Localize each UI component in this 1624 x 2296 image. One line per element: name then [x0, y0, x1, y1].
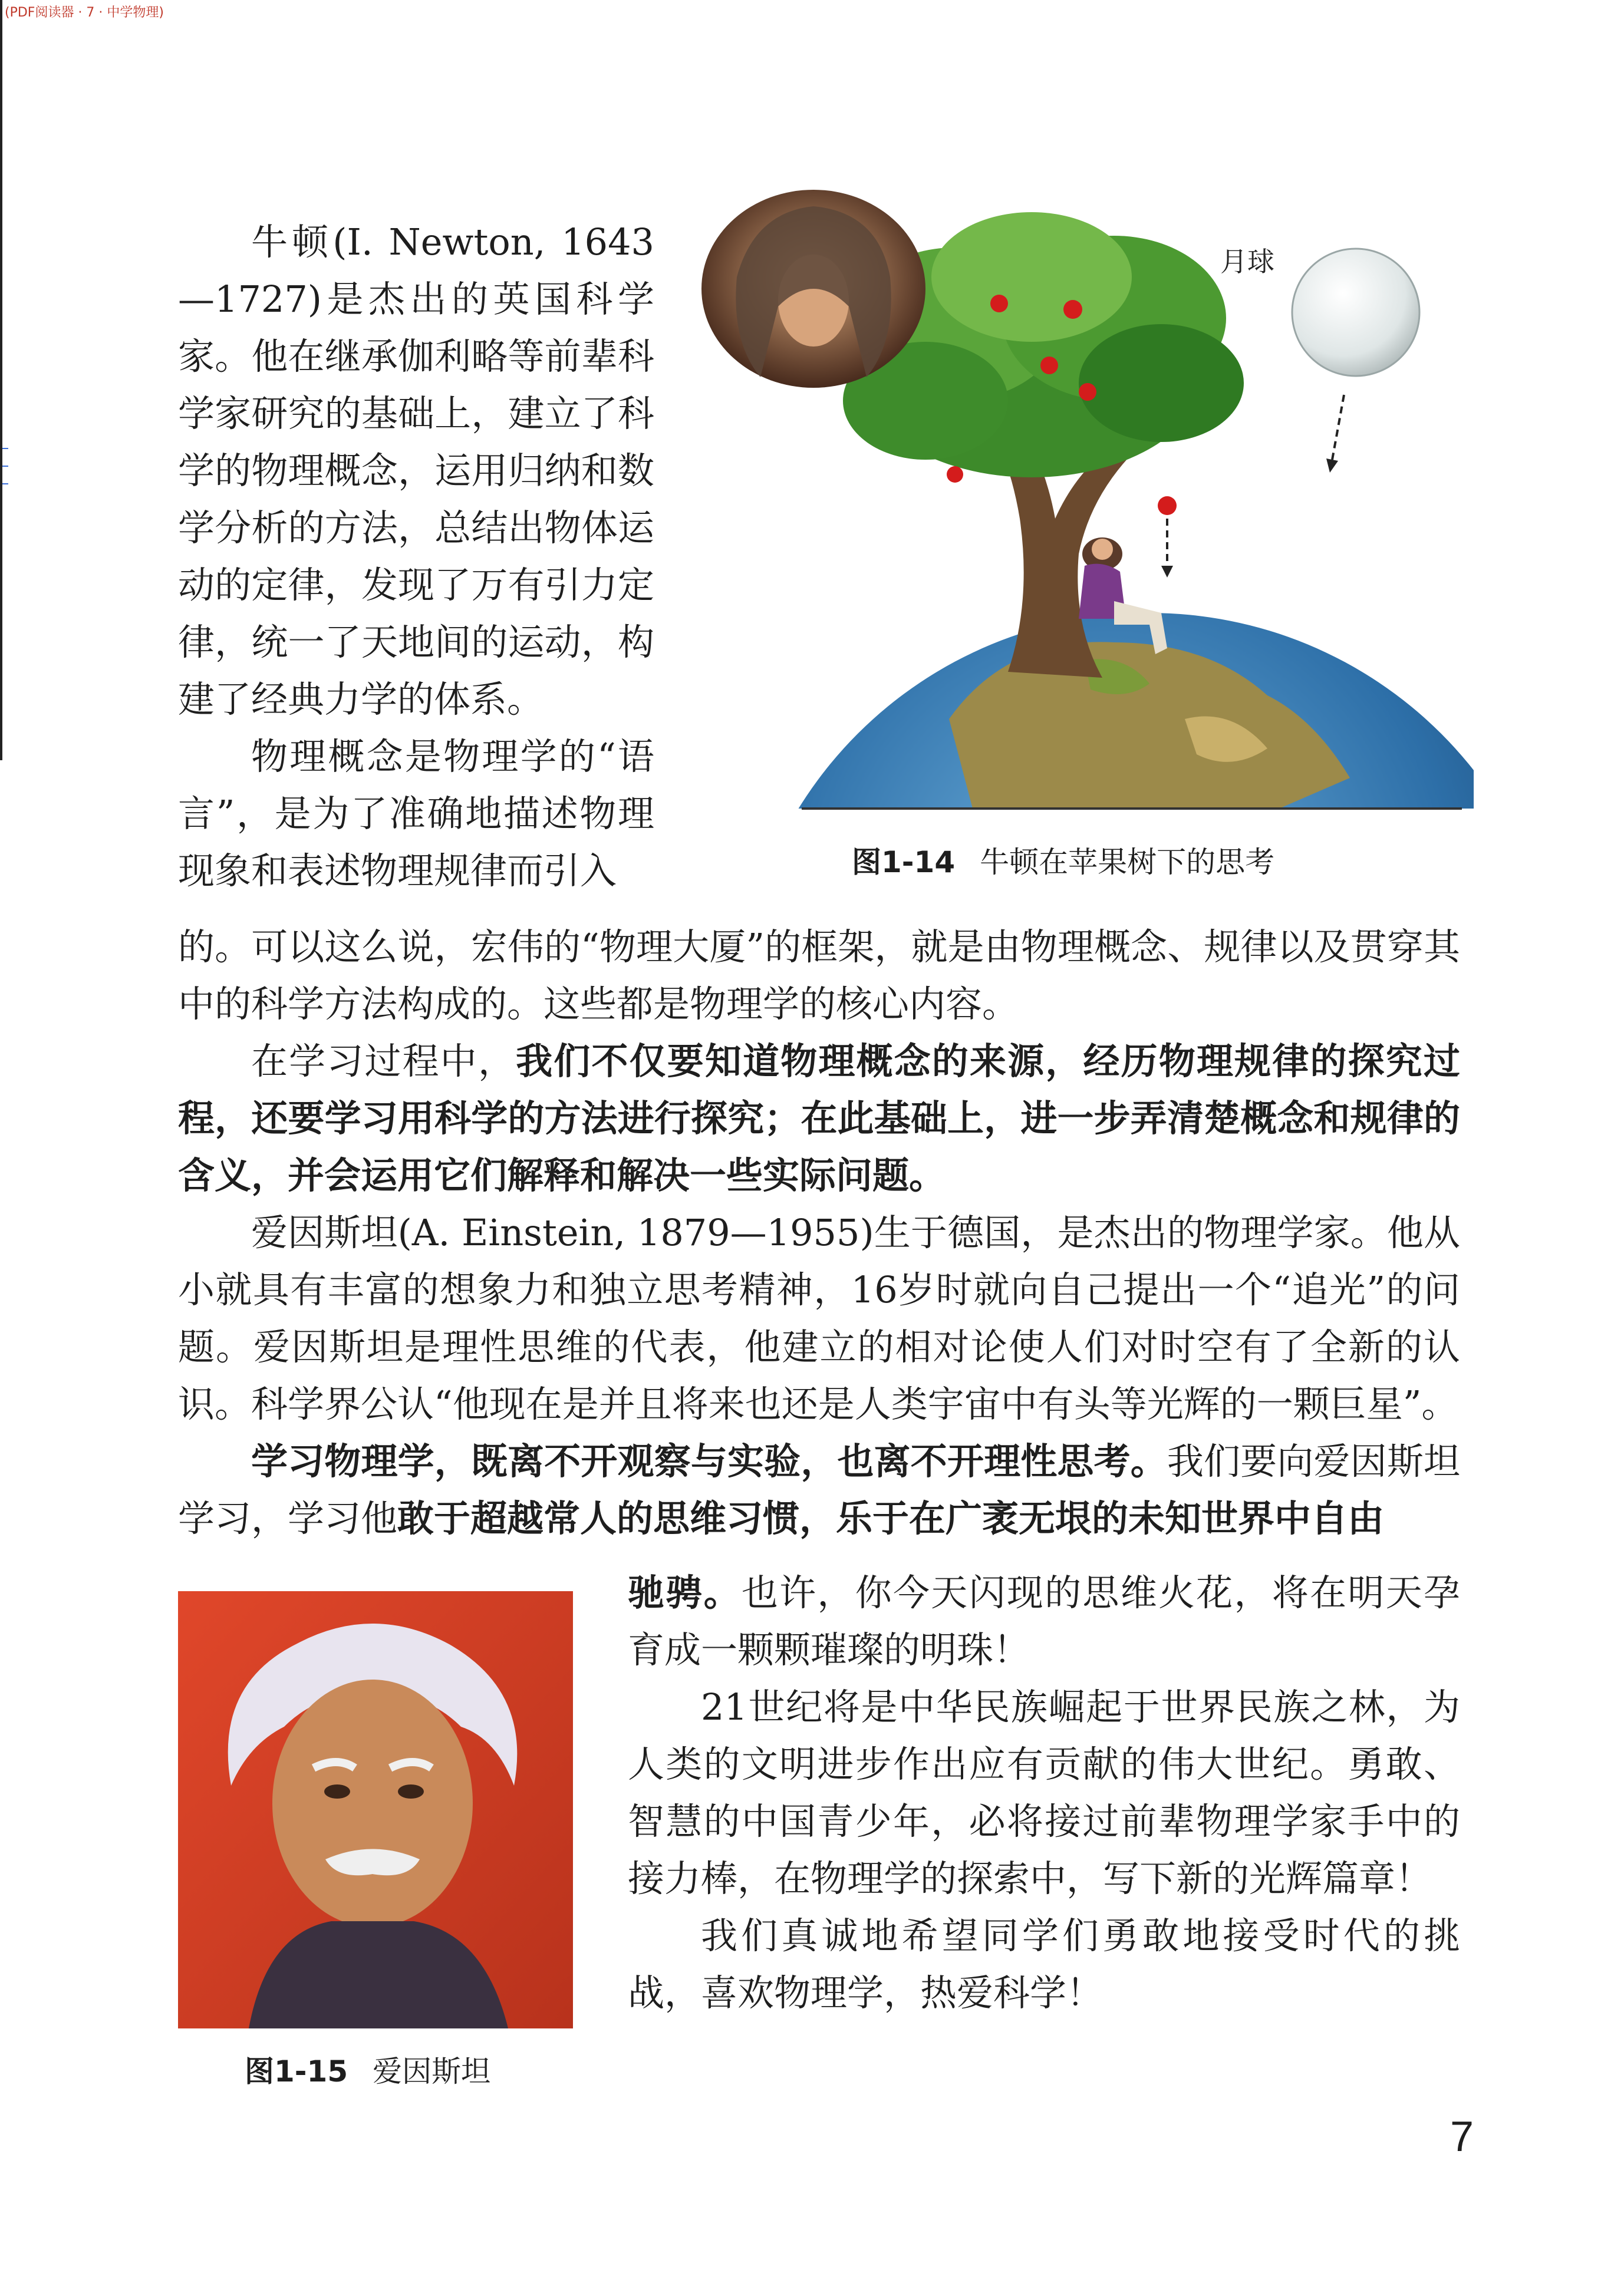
figure-1-14-label: 图1-14: [852, 845, 956, 879]
paragraph-concepts-start: 物理概念是物理学的“语言”，是为了准确地描述物理现象和表述物理规律而引入: [178, 735, 654, 892]
main-text-block: [178, 918, 1460, 1547]
paragraph-study-physics: [178, 1433, 1460, 1547]
paragraph-learning-process: [178, 1032, 1460, 1204]
newton-portrait: [701, 190, 925, 388]
left-edge-rule: [0, 0, 2, 760]
paragraph-study-physics-continued: [628, 1564, 1460, 1678]
page-header-text: (PDF阅读器 · 7 · 中学物理): [5, 5, 164, 20]
paragraph-closing: 我们真诚地希望同学们勇敢地接受时代的挑战，喜欢物理学，热爱科学！: [628, 1914, 1460, 2014]
earth-globe: [737, 613, 1474, 819]
learning-emphasis: 我们不仅要知道物理概念的来源，经历物理规律的探究过程，还要学习用科学的方法进行探究；在此基础上，进一步弄清楚概念和规律的含义，并会运用它们解释和解决一些实际问题。: [178, 1040, 1460, 1197]
study-middle: 我们要向爱因斯坦学习，学习他: [178, 1440, 1460, 1540]
edge-marker: [2, 466, 8, 467]
page-number: 7: [1450, 2113, 1474, 2160]
study-emphasis-2: 敢于超越常人的思维习惯，乐于在广袤无垠的未知世界中自由: [397, 1497, 1385, 1540]
paragraph-einstein: 爱因斯坦(A. Einstein, 1879—1955)生于德国，是杰出的物理学家。他从小就具有丰富的想象力和独立思考精神，16岁时就向自己提出一个“追光”的问题。爱因斯坦是理性思维的代表，他建立的相对论使人们对时空有了全新的认识。科学界公认“他现在是并且将来也还是人类宇宙中有头等光辉的一颗巨星”。: [178, 1211, 1460, 1426]
learning-lead: 在学习过程中，: [251, 1040, 516, 1083]
figure-1-14-caption-text: 牛顿在苹果树下的思考: [980, 845, 1275, 879]
edge-marker: [2, 483, 8, 484]
falling-apple-arrow: [1161, 519, 1173, 578]
einstein-portrait: [178, 1591, 573, 2028]
study-continued: 也许，你今天闪现的思维火花，将在明天孕育成一颗颗璀璨的明珠！: [628, 1571, 1460, 1671]
paragraph-newton: 牛顿(I. Newton, 1643—1727)是杰出的英国科学家。他在继承伽利略等前辈科学家研究的基础上，建立了科学的物理概念，运用归纳和数学分析的方法，总结出物体运动的定律，发现了万有引力定律，统一了天地间的运动，构建了经典力学的体系。: [178, 220, 654, 721]
paragraph-21st-century: 21世纪将是中华民族崛起于世界民族之林，为人类的文明进步作出应有贡献的伟大世纪。勇敢、智慧的中国青少年，必将接过前辈物理学家手中的接力棒，在物理学的探索中，写下新的光辉篇章！: [628, 1685, 1460, 1900]
paragraph-concepts-continued: 的。可以这么说，宏伟的“物理大厦”的框架，就是由物理概念、规律以及贯穿其中的科学方法构成的。这些都是物理学的核心内容。: [178, 925, 1460, 1025]
moon: [1292, 249, 1419, 473]
study-emphasis-3: 驰骋。: [628, 1571, 742, 1614]
figure-1-14-caption: [852, 839, 1274, 881]
figure-1-15-label: 图1-15: [245, 2054, 348, 2089]
figure-1-15-caption: [245, 2048, 490, 2090]
figure-1-15-caption-text: 爱因斯坦: [373, 2054, 491, 2089]
study-emphasis-1: 学习物理学，既离不开观察与实验，也离不开理性思考。: [251, 1440, 1167, 1483]
edge-marker: [2, 448, 8, 449]
einstein-side-text: [628, 1564, 1460, 2021]
newton-apple-tree-illustration: [701, 189, 1474, 819]
moon-label: 月球: [1220, 246, 1274, 278]
newton-text-column: [178, 213, 654, 899]
